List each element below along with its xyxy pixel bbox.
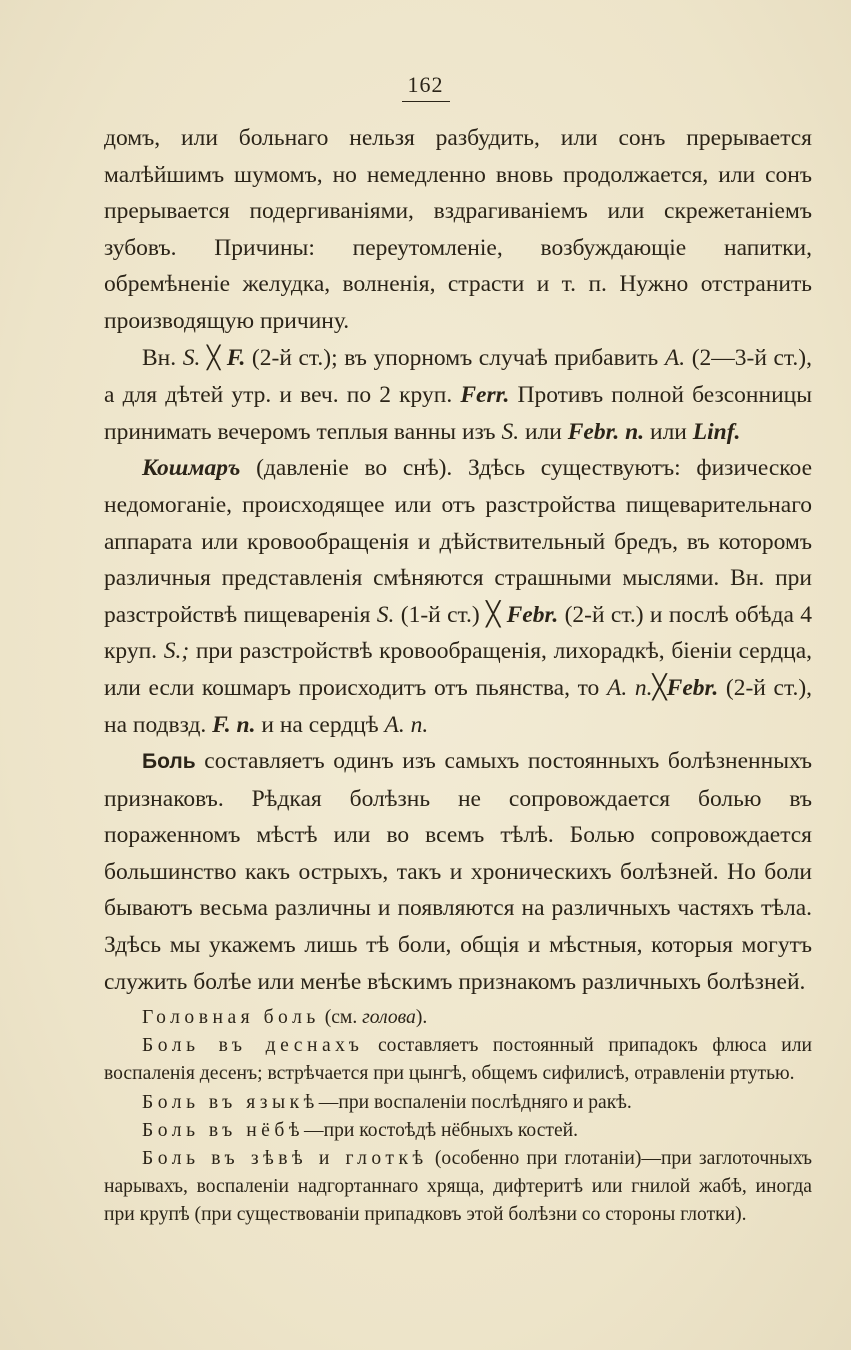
- pain-entries: [104, 1004, 812, 1230]
- page-number: 162: [0, 72, 851, 102]
- paragraph-treatment: Вн. S. ╳ F. (2-й ст.); въ упорномъ случаѣ прибавить A. (2—3-й ст.), а для дѣтей утр. и веч. по 2 круп. Ferr. Противъ полной безсонницы принимать вечеромъ теплыя ванны изъ S. или Febr. n. или Linf.: [104, 344, 813, 445]
- section-title-nightmare: Кошмаръ: [142, 455, 241, 482]
- entry-tongue: Боль въ языкѣ—при воспаленіи послѣдняго и ракѣ.: [142, 1091, 632, 1113]
- paragraph-sleep: домъ, или больнаго нельзя разбудить, или сонъ прерывается малѣйшимъ шумомъ, но немедленно вновь продолжается, или сонъ прерывается подергиваніями, вздрагиваніемъ или скрежетаніемъ зубовъ. Причины: переутомленіе, возбуждающіе напитки, обремѣненіе желудка, волненія, страсти и т. п. Нужно отстранить производящую причину.: [104, 125, 812, 334]
- main-text: [104, 120, 812, 1000]
- entry-headache: Головная боль (см. голова).: [142, 1007, 428, 1028]
- entry-palate: Боль въ нёбѣ—при костоѣдѣ нёбныхъ костей.: [142, 1119, 579, 1141]
- entry-throat: Боль въ зѣвѣ и глоткѣ (особенно при глотаніи)—при заглоточныхъ нарывахъ, воспаленіи надгортаннаго хряща, дифтеритѣ или гнилой жабѣ, иногда при крупѣ (при существованіи припадковъ этой болѣзни со стороны глотки).: [104, 1148, 813, 1226]
- paragraph-nightmare: Кошмаръ (давленіе во снѣ). Здѣсь существуютъ: физическое недомоганіе, происходящее или отъ разстройства пищеварительнаго аппарата или кровообращенія и дѣйствительный бредъ, въ которомъ различныя представленія смѣняются страшными мыслями. Вн. при разстройствѣ пищеваренія S. (1-й ст.) ╳ Febr. (2-й ст.) и послѣ обѣда 4 круп. S.; при разстройствѣ кровообращенія, лихорадкѣ, біеніи сердца, или если кошмаръ происходитъ отъ пьянства, то A. n.╳Febr. (2-й ст.), на подвзд. F. n. и на сердцѣ A. n.: [104, 455, 813, 738]
- entry-gums: Боль въ деснахъ составляетъ постоянный припадокъ флюса или воспаленія десенъ; встрѣчается при цынгѣ, общемъ сифилисѣ, отравленіи ртутью.: [104, 1035, 812, 1085]
- paragraph-pain: Боль составляетъ одинъ изъ самыхъ постоянныхъ болѣзненныхъ признаковъ. Рѣдкая болѣзнь не сопровождается болью въ пораженномъ мѣстѣ или во всемъ тѣлѣ. Болью сопровождается большинство какъ острыхъ, такъ и хроническихъ болѣзней. Но боли бываютъ весьма различны и появляются на различныхъ частяхъ тѣла. Здѣсь мы укажемъ лишь тѣ боли, общія и мѣстныя, которыя могутъ служить болѣе или менѣе вѣскимъ признакомъ различныхъ болѣзней.: [104, 748, 812, 995]
- section-title-pain: Боль: [142, 750, 196, 774]
